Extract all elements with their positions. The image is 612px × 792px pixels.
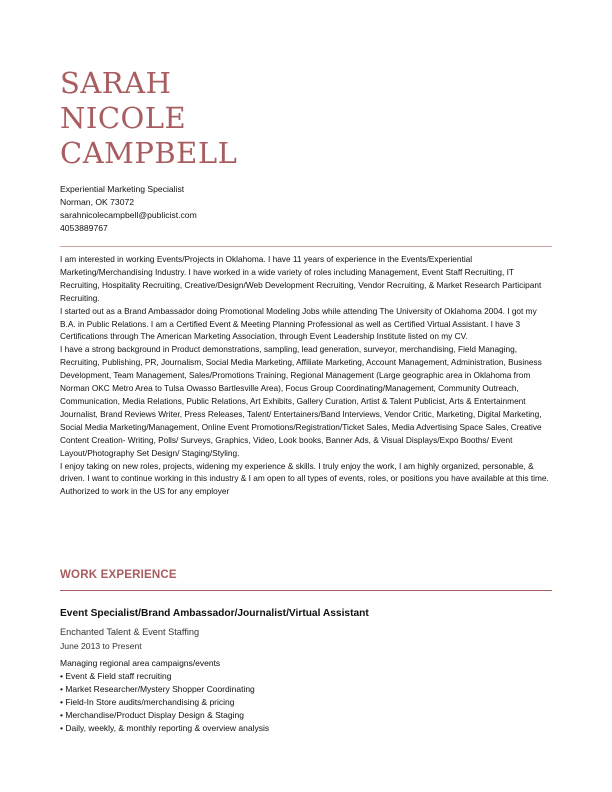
phone: 4053889767	[60, 223, 108, 233]
list-item: • Field-In Store audits/merchandising & pricing	[60, 696, 269, 709]
work-experience-heading: WORK EXPERIENCE	[60, 569, 177, 581]
summary-paragraph: I started out as a Brand Ambassador doing Promotional Modeling Jobs while attending The University of Oklahoma 2004. I got my B.A. in Public Relations. I am a Certified Event & Meeting Planning Professional as well as Certified Virtual Assistant. I have 3 Certifications through The American Marketing Association, through Event Leadership Institute listed on my CV.	[60, 305, 537, 342]
company-name: Enchanted Talent & Event Staffing	[60, 627, 200, 637]
summary-paragraph: I am interested in working Events/Projects in Oklahoma. I have 11 years of experience in the Events/Experiential Marketing/Merchandising Industry. I have worked in a wide variety of roles including Management, Event Staff Recruiting, IT Recruiting, Hospitality Recruiting, Creative/Design/Web Development Recruiting, Vendor Recruiting, & Market Research Participant Recruiting.	[60, 254, 542, 303]
header-divider	[60, 246, 552, 247]
duties-intro: Managing regional area campaigns/events	[60, 658, 221, 668]
contact-block	[60, 183, 197, 235]
candidate-name	[60, 66, 237, 171]
location: Norman, OK 73072	[60, 197, 135, 207]
list-item: • Daily, weekly, & monthly reporting & overview analysis	[60, 722, 269, 735]
name-last: CAMPBELL	[60, 136, 238, 170]
job-duties	[60, 657, 269, 735]
email: sarahnicolecampbell@publicist.com	[60, 210, 197, 220]
summary-paragraph: I enjoy taking on new roles, projects, widening my experience & skills. I truly enjoy the work, I am highly organized, personable, & driven. I want to continue working in this industry & I am open to all types of events, roles, or positions you have available at this time.	[60, 460, 549, 484]
job-dates: June 2013 to Present	[60, 641, 142, 651]
job-headline: Experiential Marketing Specialist	[60, 184, 185, 194]
name-first: SARAH	[60, 66, 172, 100]
name-middle: NICOLE	[60, 101, 187, 135]
list-item: • Merchandise/Product Display Design & Staging	[60, 709, 269, 722]
summary-paragraph: Authorized to work in the US for any employer	[60, 486, 230, 497]
section-divider	[60, 590, 552, 591]
duties-list	[60, 670, 269, 735]
summary-paragraph: I have a strong background in Product demonstrations, sampling, lead generation, surveyor, merchandising, Field Managing, Recruiting, Publishing, PR, Journalism, Social Media Marketing, Affiliate Marketing, Account Management, Administration, Business Development, Team Management, Sales/Promotions Training, Regional Management (Large geographic area in Oklahoma from Norman OKC Metro Area to Tulsa Owasso Bartlesville Area), Focus Group Coordinating/Management, Community Outreach, Communication, Media Relations, Public Relations, Art Exhibits, Gallery Curation, Artist & Talent Publicist, Arts & Entertainment Journalist, Brand Reviews Writer, Press Releases, Talent/ Entertainers/Band Interviews, Vendor Critic, Marketing, Digital Marketing, Social Media Marketing/Management, Online Event Promotions/Registration/Ticket Sales, Media Advertising Space Sales, Creative Content Creation- Writing, Polls/ Surveys, Graphics, Video, Look books, Banner Ads, & Visual Displays/Expo Booths/ Event Layout/Photography Set Design/ Staging/Styling.	[60, 344, 542, 458]
list-item: • Event & Field staff recruiting	[60, 670, 269, 683]
job-title: Event Specialist/Brand Ambassador/Journalist/Virtual Assistant	[60, 608, 369, 619]
summary-section	[60, 253, 554, 498]
list-item: • Market Researcher/Mystery Shopper Coordinating	[60, 683, 269, 696]
